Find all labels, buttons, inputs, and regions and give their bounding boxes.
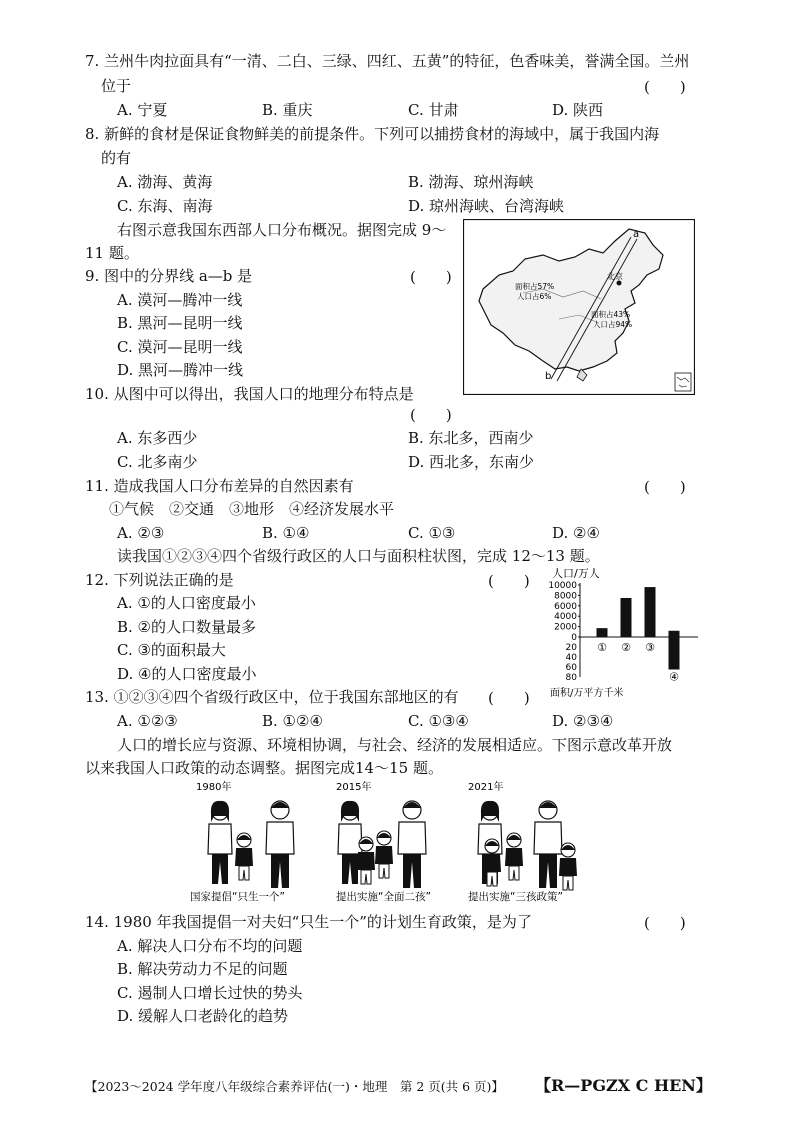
q10-option-b: B. 东北多，西南少 [408, 429, 534, 447]
q8-option-b: B. 渤海、琼州海峡 [408, 173, 534, 191]
page-footer: 【2023～2024 学年度八年级综合素养评估(一)・地理 第 2 页(共 6 页)】 [85, 1079, 504, 1094]
q7-option-b: B. 重庆 [262, 101, 313, 119]
family-2021-caption: 提出实施“三孩政策” [468, 891, 563, 903]
population-area-chart [540, 565, 700, 705]
q11-option-a: A. ②③ [117, 524, 165, 542]
chart-category-label: ③ [645, 641, 655, 654]
q14-option-c: C. 遏制人口增长过快的势头 [117, 984, 303, 1002]
q12-option-d: D. ④的人口密度最小 [117, 665, 257, 683]
q13-stem: 13. ①②③④四个省级行政区中，位于我国东部地区的有 [85, 688, 459, 706]
q8-stem-line2: 的有 [101, 149, 132, 167]
family-2015-year: 2015年 [336, 782, 372, 793]
q9-option-b: B. 黑河—昆明一线 [117, 314, 243, 332]
map-west-pop: 人口占6% [517, 292, 552, 301]
chart-ytick-bottom: 20 [565, 643, 577, 653]
q11-answer-bracket: ( ) [644, 478, 686, 496]
q14-stem: 14. 1980 年我国提倡一对夫妇“只生一个”的计划生育政策，是为了 [85, 913, 532, 931]
china-population-map [463, 219, 695, 399]
chart-category-label: ② [621, 641, 631, 654]
chart-ylabel-bottom: 面积/万平方千米 [550, 688, 624, 699]
intro-14-15-line1: 人口的增长应与资源、环境相协调，与社会、经济的发展相适应。下图示意改革开放 [117, 736, 673, 754]
q9-option-a: A. 漠河—腾冲一线 [117, 291, 243, 309]
q14-option-d: D. 缓解人口老龄化的趋势 [117, 1007, 289, 1025]
q8-stem-line1: 8. 新鲜的食材是保证食物鲜美的前提条件。下列可以捕捞食材的海域中，属于我国内海 [85, 125, 660, 143]
chart-ytick-top: 6000 [554, 601, 577, 612]
q12-option-c: C. ③的面积最大 [117, 641, 226, 659]
family-policy-figure [190, 780, 610, 910]
q11-option-b: B. ①④ [262, 524, 310, 542]
map-label-a: a [633, 229, 640, 240]
q7-option-c: C. 甘肃 [408, 101, 459, 119]
q10-option-c: C. 北多南少 [117, 453, 198, 471]
q13-option-b: B. ①②④ [262, 712, 323, 730]
q9-option-c: C. 漠河—昆明一线 [117, 338, 243, 356]
q14-option-b: B. 解决劳动力不足的问题 [117, 960, 288, 978]
intro-14-15-line2: 以来我国人口政策的动态调整。据图完成14～15 题。 [85, 759, 443, 777]
intro-9-11-line1: 右图示意我国东西部人口分布概况。据图完成 9～ [117, 221, 447, 239]
intro-9-11-line2: 11 题。 [85, 244, 139, 262]
chart-ytick-top: 0 [571, 633, 577, 643]
q10-answer-bracket: ( ) [410, 406, 452, 424]
q13-option-c: C. ①③④ [408, 712, 469, 730]
q12-option-a: A. ①的人口密度最小 [117, 594, 256, 612]
q10-stem: 10. 从图中可以得出，我国人口的地理分布特点是 [85, 385, 414, 403]
q9-stem: 9. 图中的分界线 a—b 是 [85, 267, 253, 285]
family-1980-year: 1980年 [196, 782, 232, 793]
chart-ytick-top: 4000 [554, 612, 577, 623]
q12-answer-bracket: ( ) [488, 572, 530, 590]
q9-answer-bracket: ( ) [410, 268, 452, 286]
chart-bar-population [597, 628, 608, 637]
q7-answer-bracket: ( ) [644, 78, 686, 96]
q12-option-b: B. ②的人口数量最多 [117, 618, 257, 636]
chart-ytick-bottom: 40 [565, 653, 577, 663]
q13-option-a: A. ①②③ [117, 712, 178, 730]
chart-category-label: ④ [669, 670, 679, 684]
chart-ytick-bottom: 80 [565, 673, 577, 683]
q7-option-a: A. 宁夏 [117, 101, 168, 119]
intro-12-13: 读我国①②③④四个省级行政区的人口与面积柱状图，完成 12～13 题。 [117, 547, 600, 565]
map-label-beijing: 北京 [607, 272, 623, 281]
chart-ytick-bottom: 60 [565, 663, 577, 673]
q12-stem: 12. 下列说法正确的是 [85, 571, 234, 589]
family-1980-caption: 国家提倡“只生一个” [190, 891, 285, 903]
q7-stem-line1: 7. 兰州牛肉拉面具有“一清、二白、三绿、四红、五黄”的特征，色香味美，誉满全国。兰州 [85, 52, 690, 70]
chart-bar-population [621, 598, 632, 637]
q11-option-c: C. ①③ [408, 524, 456, 542]
chart-bar-area [669, 637, 680, 670]
q8-option-a: A. 渤海、黄海 [117, 173, 213, 191]
chart-ytick-top: 8000 [554, 591, 577, 602]
map-east-area: 面积占43% [591, 310, 631, 319]
q11-items: ①气候 ②交通 ③地形 ④经济发展水平 [109, 500, 395, 518]
chart-ytick-top: 2000 [554, 622, 577, 633]
q7-stem-line2: 位于 [101, 77, 132, 95]
q8-option-c: C. 东海、南海 [117, 197, 213, 215]
chart-ylabel-top: 人口/万人 [552, 567, 600, 580]
q13-answer-bracket: ( ) [488, 689, 530, 707]
chart-category-label: ① [597, 641, 607, 654]
chart-bar-population [645, 587, 656, 637]
family-2021-year: 2021年 [468, 782, 504, 793]
q9-option-d: D. 黑河—腾冲一线 [117, 361, 244, 379]
map-label-b: b [545, 371, 552, 382]
q11-option-d: D. ②④ [552, 524, 600, 542]
family-2015-caption: 提出实施“全面二孩” [336, 891, 431, 903]
chart-ytick-top: 10000 [548, 581, 577, 591]
paper-code: 【R—PGZX C HEN】 [535, 1076, 712, 1095]
q10-option-a: A. 东多西少 [117, 429, 198, 447]
chart-bar-population [669, 631, 680, 637]
q10-option-d: D. 西北多，东南少 [408, 453, 535, 471]
q13-option-d: D. ②③④ [552, 712, 614, 730]
q7-option-d: D. 陕西 [552, 101, 604, 119]
q14-option-a: A. 解决人口分布不均的问题 [117, 937, 303, 955]
map-east-pop: 人口占94% [593, 320, 633, 329]
q11-stem: 11. 造成我国人口分布差异的自然因素有 [85, 477, 354, 495]
q8-option-d: D. 琼州海峡、台湾海峡 [408, 197, 565, 215]
q14-answer-bracket: ( ) [644, 914, 686, 932]
map-west-area: 面积占57% [515, 282, 555, 291]
